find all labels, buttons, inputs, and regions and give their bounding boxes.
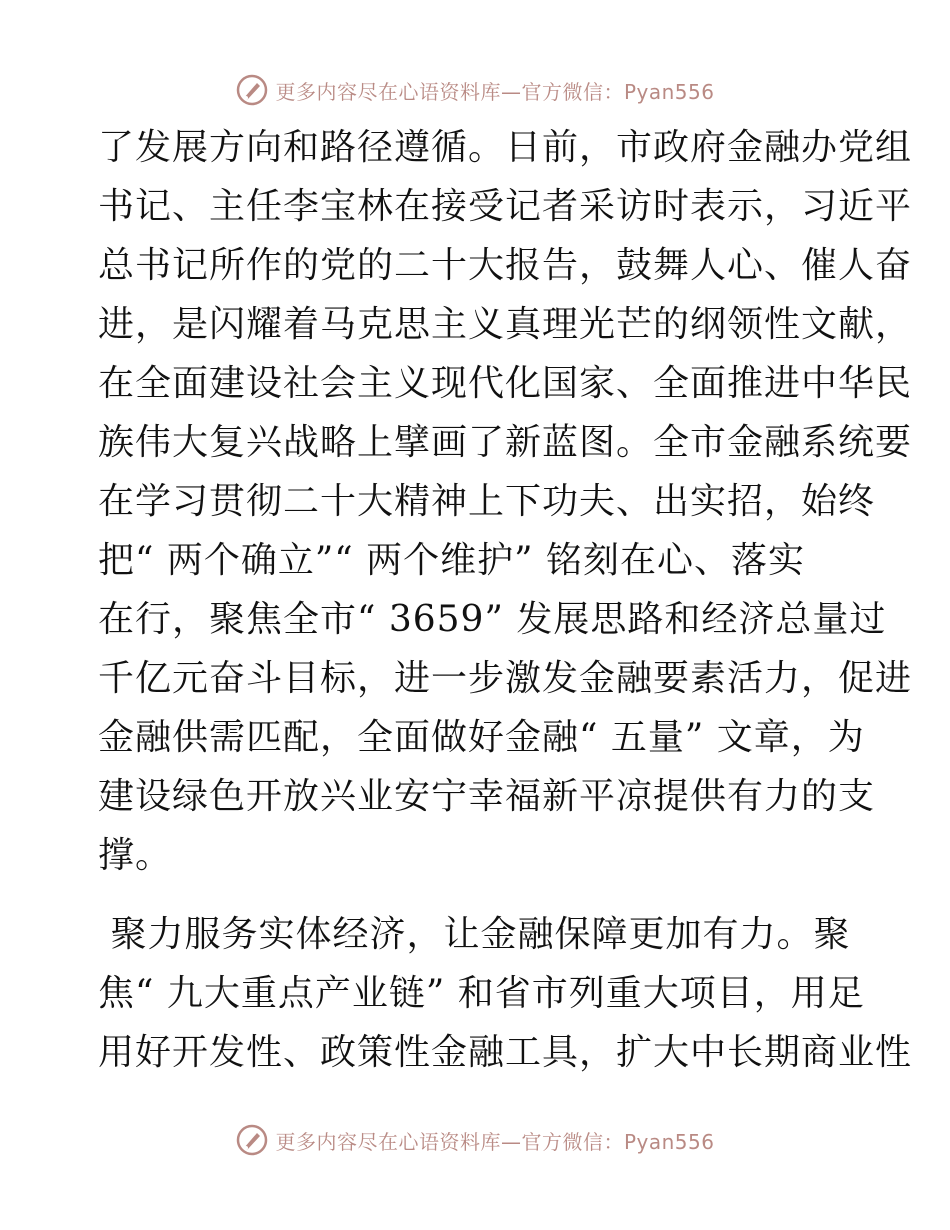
text-line: 建设绿色开放兴业安宁幸福新平凉提供有力的支: [98, 776, 876, 817]
watermark-text: 更多内容尽在心语资料库—官方微信：Pyan556: [275, 1129, 715, 1154]
text-line: 用好开发性、政策性金融工具，扩大中长期商业性: [98, 1032, 913, 1073]
document-body: [98, 118, 913, 1082]
paragraph-spacer: [98, 885, 858, 905]
text-line: 把“ 两个确立”“ 两个维护” 铭刻在心、落实: [98, 540, 805, 581]
text-line: 书记、主任李宝林在接受记者采访时表示，习近平: [98, 186, 913, 227]
text-line: 进，是闪耀着马克思主义真理光芒的纲领性文献，: [98, 304, 913, 345]
text-line: 族伟大复兴战略上擘画了新蓝图。全市金融系统要: [98, 422, 913, 463]
pen-nib-icon: [235, 73, 269, 107]
paragraph: [98, 905, 913, 1082]
footer-watermark: [0, 1120, 950, 1160]
text-line: 金融供需匹配，全面做好金融“ 五量” 文章，为: [98, 717, 865, 758]
header-watermark: [0, 70, 950, 110]
text-line: 千亿元奋斗目标，进一步激发金融要素活力，促进: [98, 658, 913, 699]
text-line: 在全面建设社会主义现代化国家、全面推进中华民: [98, 363, 913, 404]
pen-nib-icon: [235, 1123, 269, 1157]
text-line: 总书记所作的党的二十大报告，鼓舞人心、催人奋: [98, 245, 913, 286]
text-line: 了发展方向和路径遵循。日前，市政府金融办党组: [98, 127, 913, 168]
paragraph: [98, 118, 913, 885]
text-line: 聚力服务实体经济，让金融保障更加有力。聚: [98, 914, 851, 955]
text-line: 焦“ 九大重点产业链” 和省市列重大项目，用足: [98, 973, 865, 1014]
text-line: 在行，聚焦全市“ 3659” 发展思路和经济总量过: [98, 599, 887, 640]
text-line: 在学习贯彻二十大精神上下功夫、出实招，始终: [98, 481, 876, 522]
text-line: 撑。: [98, 835, 173, 876]
watermark-text: 更多内容尽在心语资料库—官方微信：Pyan556: [275, 79, 715, 104]
